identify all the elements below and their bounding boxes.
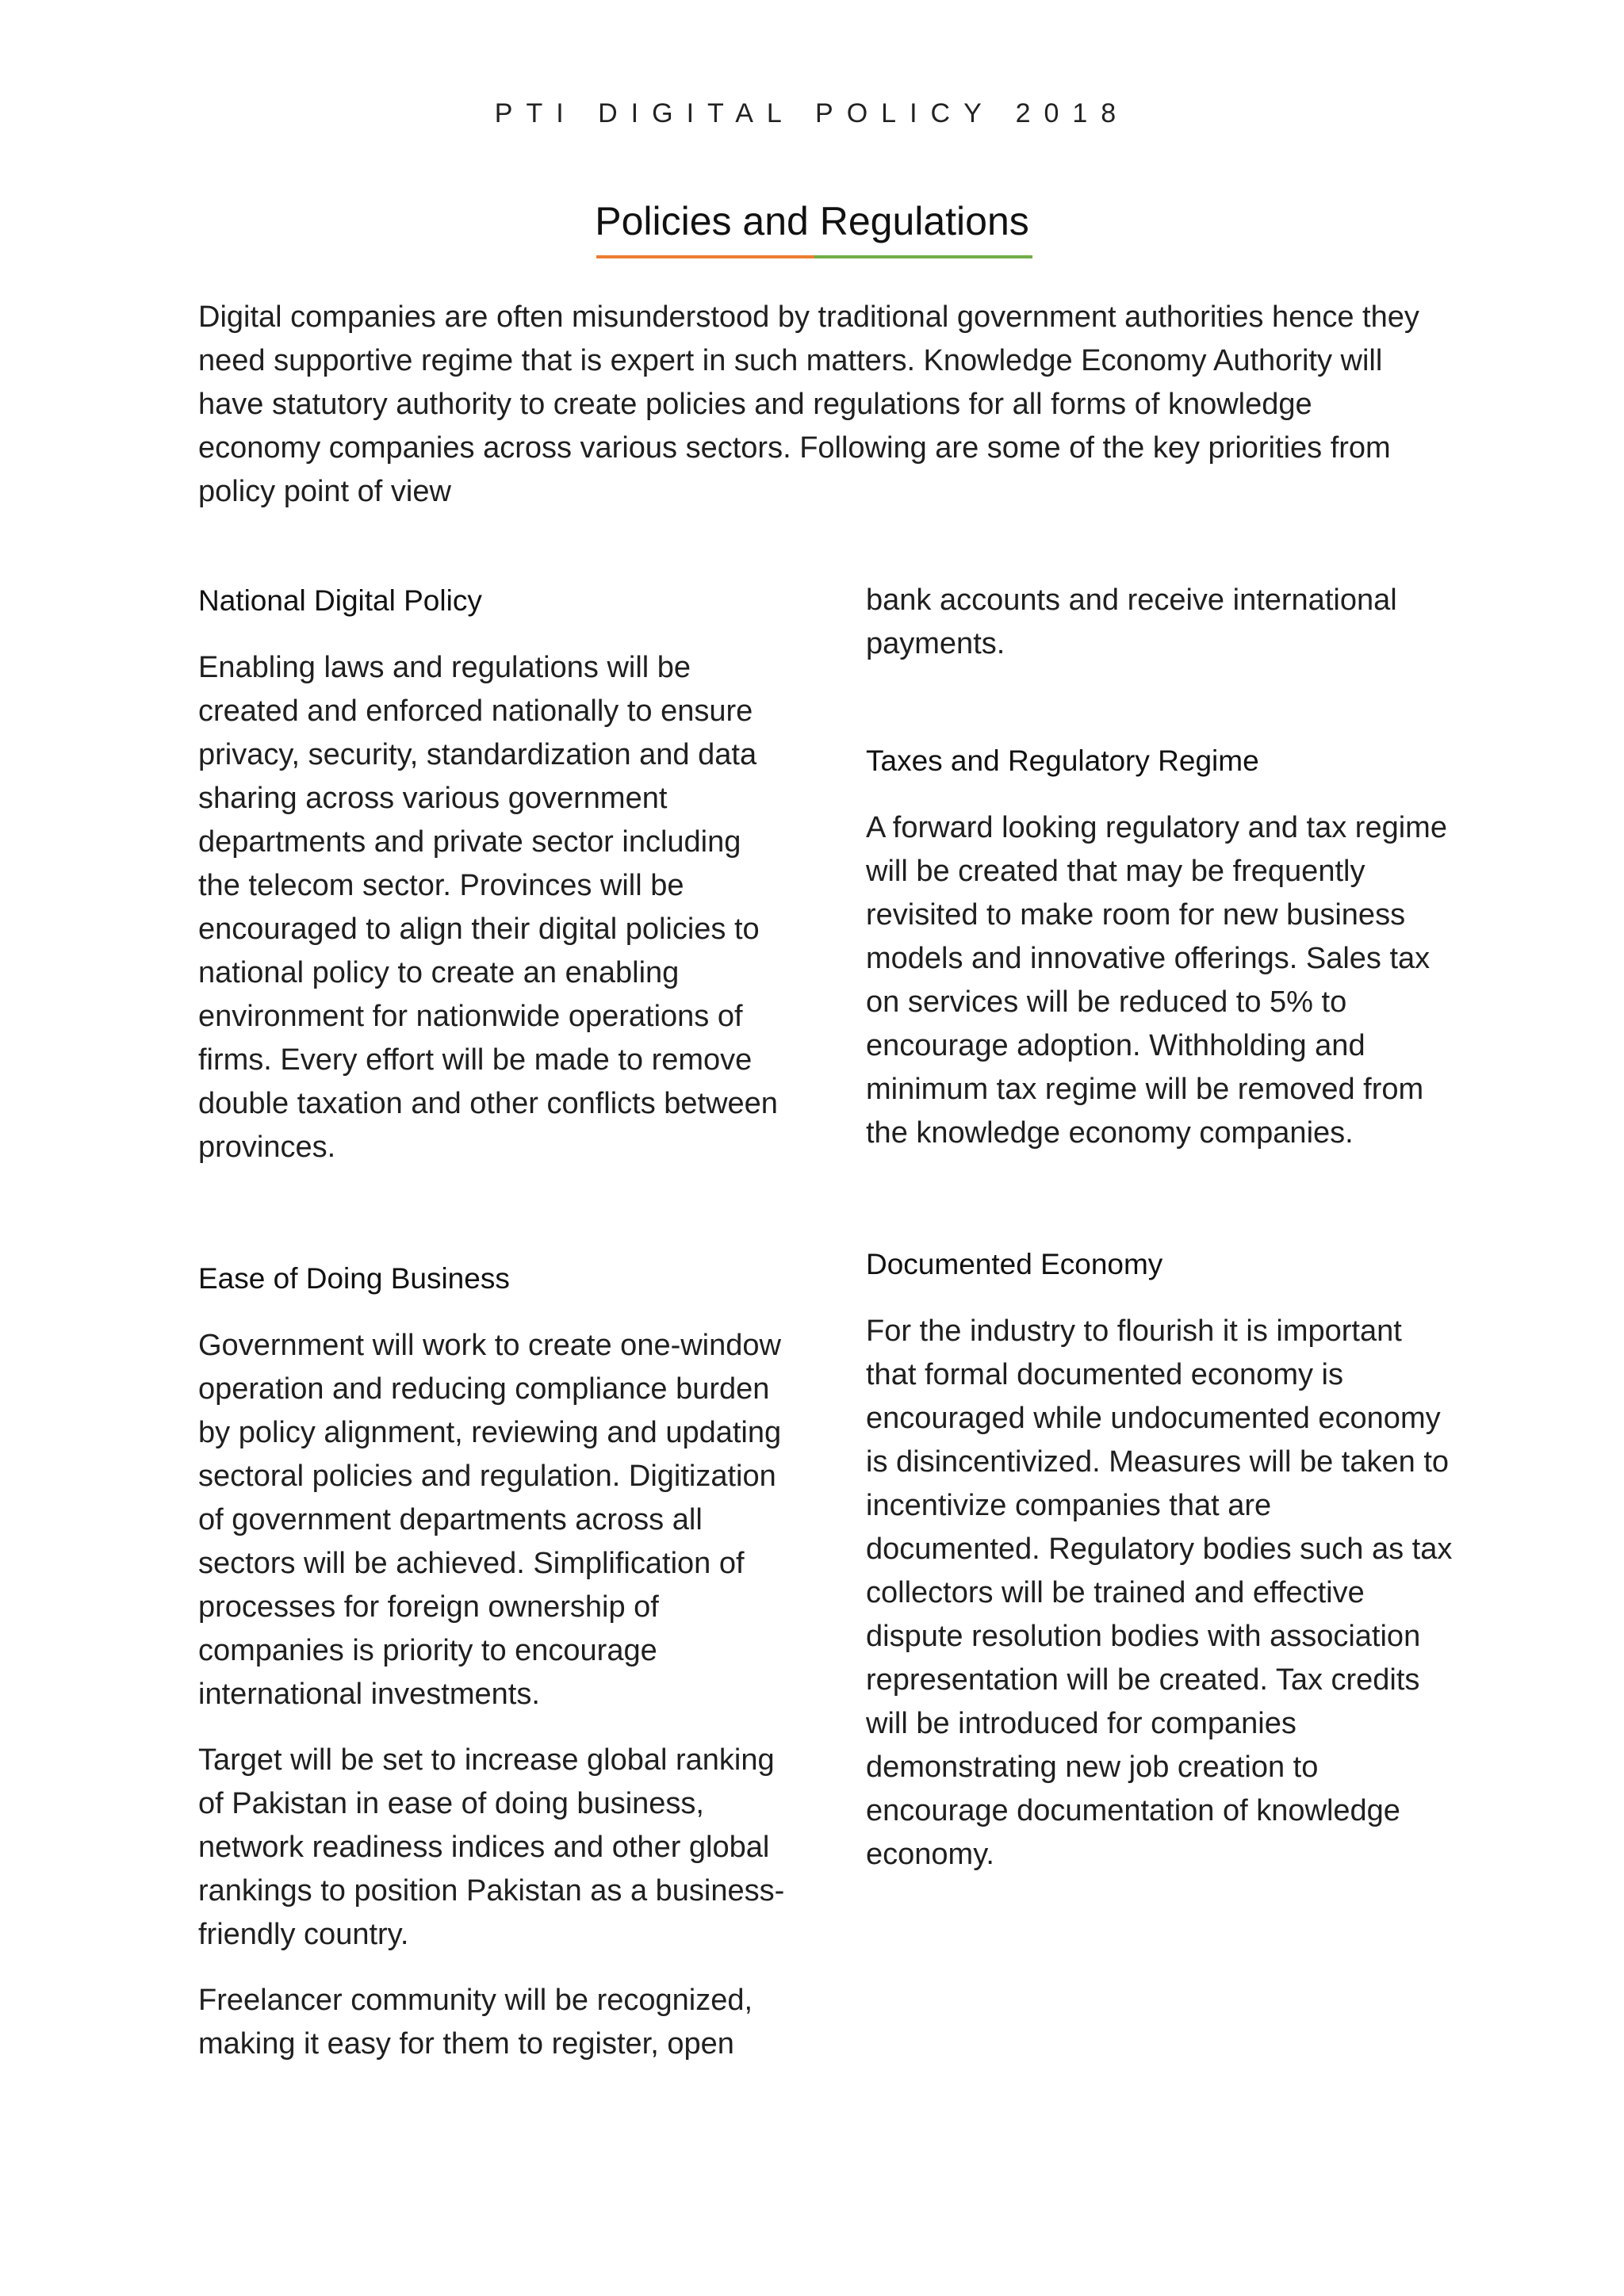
title-container (0, 198, 1624, 244)
right-column (866, 579, 1453, 1964)
title-underline-orange (596, 255, 814, 258)
section-documented-economy (866, 1242, 1453, 1877)
title-underline (596, 255, 1032, 258)
section-paragraph: Enabling laws and regulations will be created and enforced nationally to ensure privacy, security, standardization and data sharing across various government departments and private sector including the telecom sector. Provinces will be encouraged to align their digital policies to national policy to create an enabling environment for nationwide operations of firms. Every effort will be made to remove double taxation and other conflicts between provinces. (198, 651, 778, 1164)
section-taxes-and-regulatory-regime (866, 739, 1453, 1155)
running-header: PTI DIGITAL POLICY 2018 (494, 98, 1130, 128)
title-underline-green (814, 255, 1032, 258)
section-paragraph: Freelancer community will be recognized, making it easy for them to register, open (198, 1984, 753, 2061)
continued-paragraph: bank accounts and receive international payments. (866, 584, 1397, 660)
intro-paragraph: Digital companies are often misunderstood by traditional government authorities hence they need supportive regime that is expert in such matters. Knowledge Economy Authority will have statutory authority to create policies and regulations for all forms of knowledge economy companies across various sectors. Following are some of the key priorities from policy point of view (198, 300, 1419, 508)
page-title: Policies and Regulations (595, 199, 1029, 243)
left-column (198, 579, 785, 2153)
section-national-digital-policy (198, 579, 785, 1169)
section-paragraph: Target will be set to increase global ranking of Pakistan in ease of doing business, network readiness indices and other global rankings to position Pakistan as a business-friendly country. (198, 1743, 785, 1951)
section-ease-of-doing-business (198, 1257, 785, 2066)
section-heading: Ease of Doing Business (198, 1262, 510, 1295)
section-heading: Taxes and Regulatory Regime (866, 744, 1259, 777)
section-heading: National Digital Policy (198, 584, 482, 617)
section-paragraph: Government will work to create one-window operation and reducing compliance burden by policy alignment, reviewing and updating sectoral policies and regulation. Digitization of government departments across all sectors will be achieved. Simplification of processes for foreign ownership of companies is priority to encourage international investments. (198, 1329, 782, 1711)
section-paragraph: For the industry to flourish it is important that formal documented economy is encouraged while undocumented economy is disincentivized. Measures will be taken to incentivize companies that are documented. Regulatory bodies such as tax collectors will be trained and effective dispute resolution bodies with association representation will be created. Tax credits will be introduced for companies demonstrating new job creation to encourage documentation of knowledge economy. (866, 1314, 1453, 1871)
section-paragraph: A forward looking regulatory and tax regime will be created that may be frequently revisited to make room for new business models and innovative offerings. Sales tax on services will be reduced to 5% to encourage adoption. Withholding and minimum tax regime will be removed from the knowledge economy companies. (866, 811, 1447, 1150)
section-heading: Documented Economy (866, 1248, 1163, 1280)
